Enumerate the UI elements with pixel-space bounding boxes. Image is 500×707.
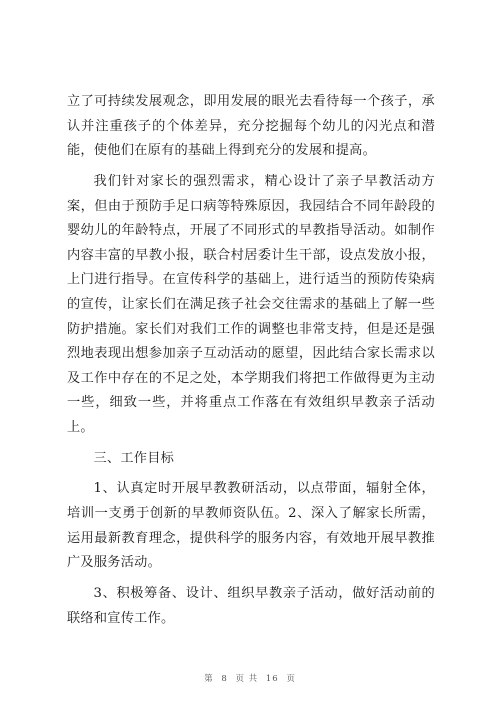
paragraph-goal-3: 3、积极筹备、设计、组织早教亲子活动，做好活动前的联络和宣传工作。: [67, 586, 435, 626]
footer-middle: 页 共: [235, 674, 259, 684]
footer-prefix: 第: [204, 674, 214, 684]
paragraph-parent-needs: 我们针对家长的强烈需求，精心设计了亲子早教活动方案，但由于预防手足口病等特殊原因，我园结合不同年龄段的婴幼儿的年龄特点，开展了不同形式的早教指导活动。如制作内容丰富的早教小报，联合村居委计生干部，设点发放小报，上门进行指导。在宣传科学的基础上，进行适当的预防传染病的宣传，让家长们在满足孩子社会交往需求的基础上了解一些防护措施。家长们对我们工作的调整也非常支持，但是还是强烈地表现出想参加亲子互动活动的愿望，因此结合家长需求以及工作中存在的不足之处，本学期我们将把工作做得更为主动一些，细致一些，并将重点工作落在有效组织早教亲子活动上。: [67, 173, 435, 435]
section-heading-goals: 三、工作目标: [93, 450, 175, 466]
paragraph-continuation: 立了可持续发展观念，即用发展的眼光去看待每一个孩子，承认并注重孩子的个体差异，充分挖掘每个幼儿的闪光点和潜能，使他们在原有的基础上得到充分的发展和提高。: [67, 94, 435, 159]
document-body: [67, 90, 435, 637]
page-footer: [0, 672, 500, 684]
paragraph-goal-1-2: 1、认真定时开展早教教研活动，以点带面，辐射全体，培训一支勇于创新的早教师资队伍。2、深入了解家长所需，运用最新教育理念，提供科学的服务内容，有效地开展早教推广及服务活动。: [67, 481, 435, 571]
footer-page-number: 8: [221, 674, 228, 684]
footer-suffix: 页: [286, 674, 296, 684]
footer-total-pages: 16: [265, 674, 279, 684]
